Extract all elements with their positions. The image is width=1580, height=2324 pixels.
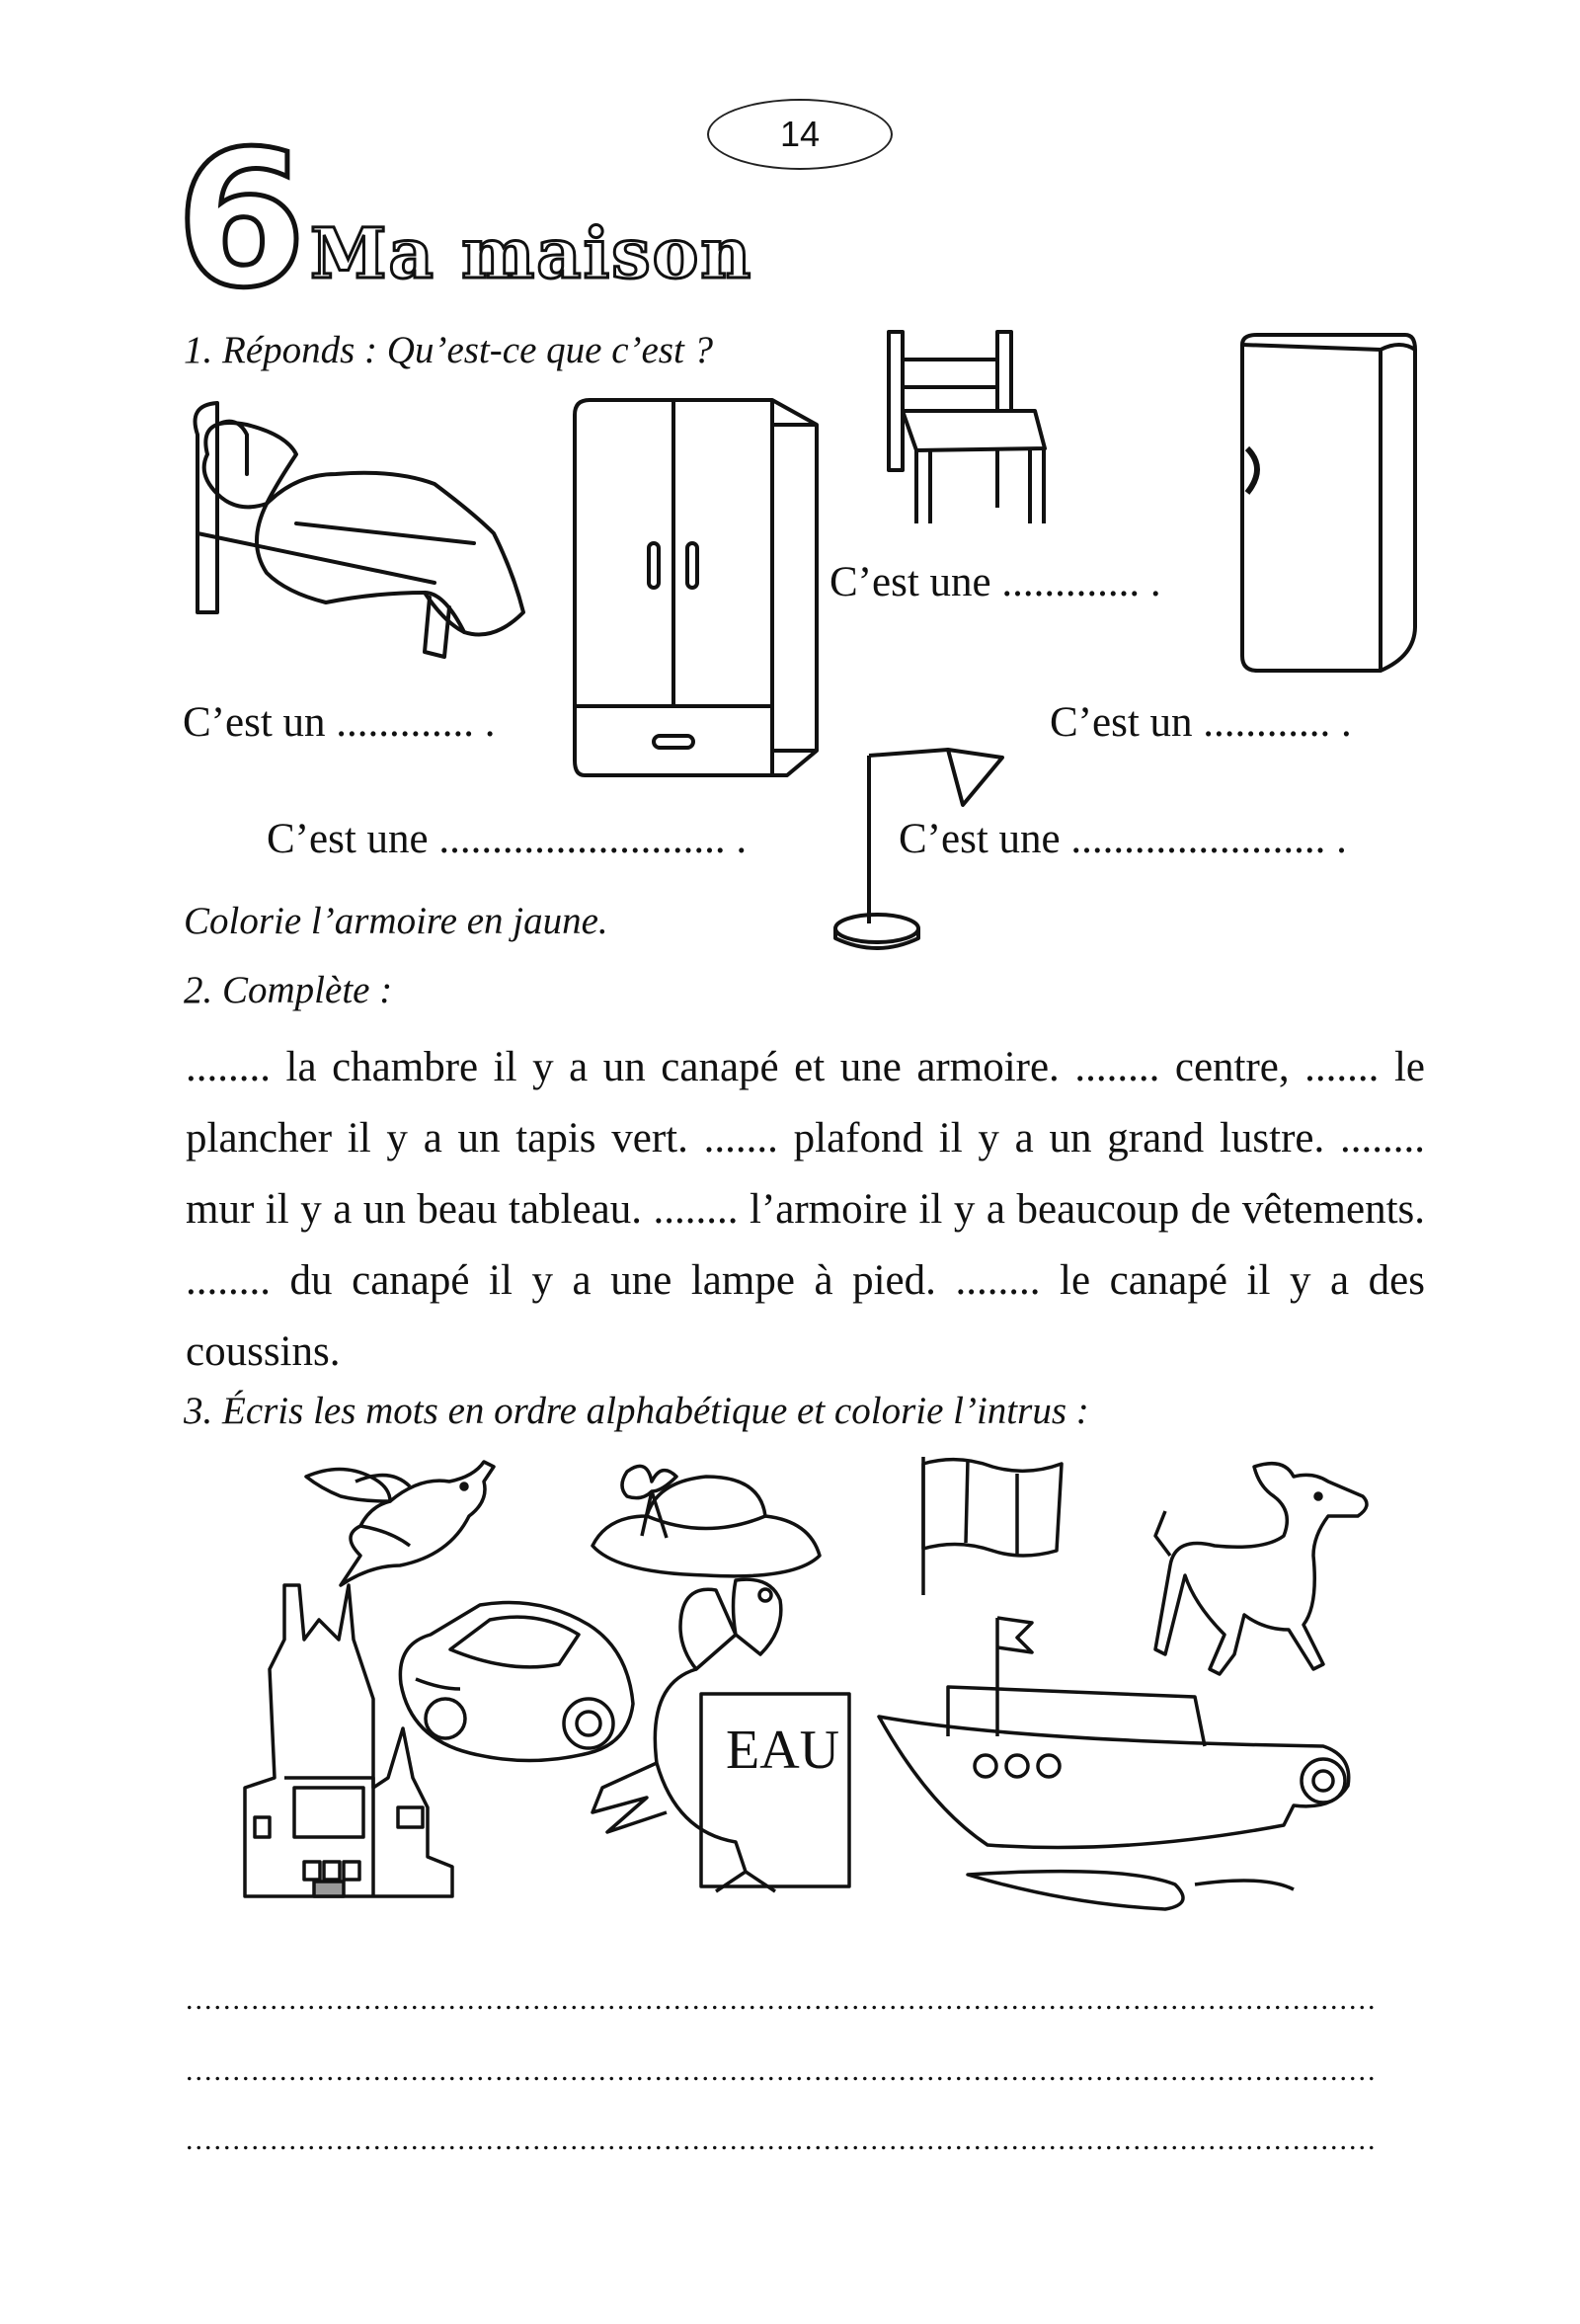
answer-bed: C’est un ............. . [183, 699, 496, 746]
answer-fridge: C’est un ............ . [1050, 699, 1352, 746]
exercise1-instruction: 1. Réponds : Qu’est-ce que c’est ? [184, 329, 714, 371]
answer-line-1: ............................................................................................................................... [186, 1983, 1378, 2016]
lesson-number: 6 [176, 111, 307, 329]
answer-wardrobe: C’est une ........................... . [267, 816, 748, 862]
wardrobe-icon [565, 395, 827, 780]
hat-icon [588, 1457, 825, 1580]
answer-lamp: C’est une ........................ . [899, 816, 1347, 862]
answer-line-3: ............................................................................................................................... [186, 2124, 1378, 2156]
boat-icon [869, 1608, 1363, 1914]
exercise2-instruction: 2. Complète : [184, 969, 393, 1011]
exercise2-text: ........ la chambre il y a un canapé et une armoire. ........ centre, ....... le plancher il y a un tapis vert. ....... plafond il y a un grand lustre. ........ mur il y a un beau tableau. ........ l’armoire il y a beaucoup de vêtements. ........ du canapé il y a une lampe à pied. ........ le canapé il y a des coussins. [186, 1044, 1425, 1375]
bed-icon [178, 395, 533, 672]
lesson-title: Ma maison [310, 212, 753, 294]
answer-line-2: ............................................................................................................................... [186, 2054, 1378, 2087]
sign-text: EAU [726, 1720, 840, 1781]
exercise3-instruction: 3. Écris les mots en ordre alphabétique et colorie l’intrus : [184, 1390, 1089, 1432]
bird-icon [301, 1457, 494, 1590]
color-instruction: Colorie l’armoire en jaune. [184, 900, 608, 942]
page-number: 14 [707, 99, 893, 170]
chair-icon [887, 330, 1055, 527]
flag-icon [918, 1452, 1066, 1600]
answer-chair: C’est une ............. . [830, 559, 1161, 605]
fridge-icon [1223, 330, 1420, 676]
